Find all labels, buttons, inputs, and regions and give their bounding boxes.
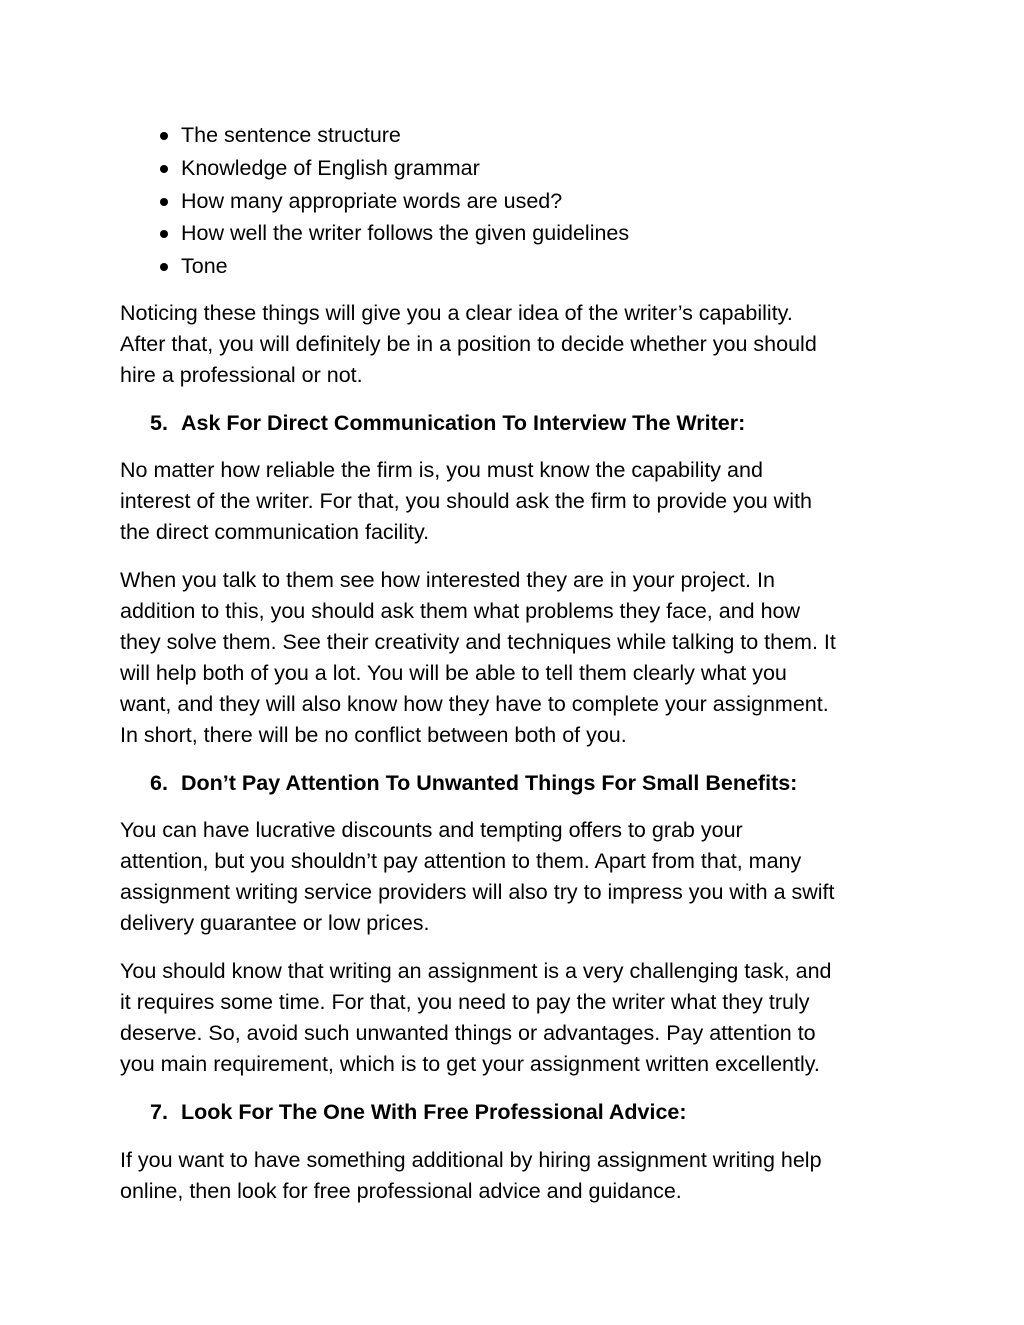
heading-text: Ask For Direct Communication To Interview The Writer: [181,411,746,435]
section-heading-6 [150,768,797,799]
bullet-text: Tone [181,254,228,279]
bullet-item [120,217,629,250]
bullet-list [120,119,629,283]
bullet-dot-icon [160,198,168,206]
section-heading-7 [150,1097,687,1128]
bullet-text: How many appropriate words are used? [181,188,563,213]
section-heading-5 [150,408,745,439]
bullet-dot-icon [160,132,168,140]
bullet-item [120,152,629,185]
paragraph-direct-communication: No matter how reliable the firm is, you must know the capability and interest of the writer. For that, you should ask the firm to provide you with the direct communication facility. [120,458,812,544]
heading-number: 7. [150,1100,168,1124]
paragraph-challenging-task: You should know that writing an assignment is a very challenging task, and it requires some time. For that, you need to pay the writer what they truly deserve. So, avoid such unwanted things or advantages. Pay attention to you main requirement, which is to get your assignment written excellently. [120,959,832,1076]
bullet-dot-icon [160,263,168,271]
heading-text: Look For The One With Free Professional Advice: [181,1100,687,1124]
heading-text: Don’t Pay Attention To Unwanted Things For Small Benefits: [181,771,798,795]
bullet-item [120,250,629,283]
bullet-dot-icon [160,165,168,173]
paragraph-free-advice: If you want to have something additional by hiring assignment writing help online, then look for free professional advice and guidance. [120,1148,822,1203]
heading-number: 5. [150,411,168,435]
bullet-text: How well the writer follows the given guidelines [181,221,630,246]
bullet-item [120,119,629,152]
bullet-dot-icon [160,230,168,238]
paragraph-discounts: You can have lucrative discounts and tempting offers to grab your attention, but you shouldn’t pay attention to them. Apart from that, many assignment writing service providers will also try to impress you with a swift delivery guarantee or low prices. [120,818,835,935]
heading-number: 6. [150,771,168,795]
bullet-text: The sentence structure [181,123,401,147]
bullet-item [120,185,629,218]
paragraph-talk-to-them: When you talk to them see how interested they are in your project. In addition to this, you should ask them what problems they face, and how they solve them. See their creativity and techniques while talking to them. It will help both of you a lot. You will be able to tell them clearly what you want, and they will also know how they have to complete your assignment. In short, there will be no conflict between both of you. [120,568,836,747]
bullet-text: Knowledge of English grammar [181,155,480,180]
paragraph-writer-capability: Noticing these things will give you a clear idea of the writer’s capability. After that, you will definitely be in a position to decide whether you should hire a professional or not. [120,301,817,387]
